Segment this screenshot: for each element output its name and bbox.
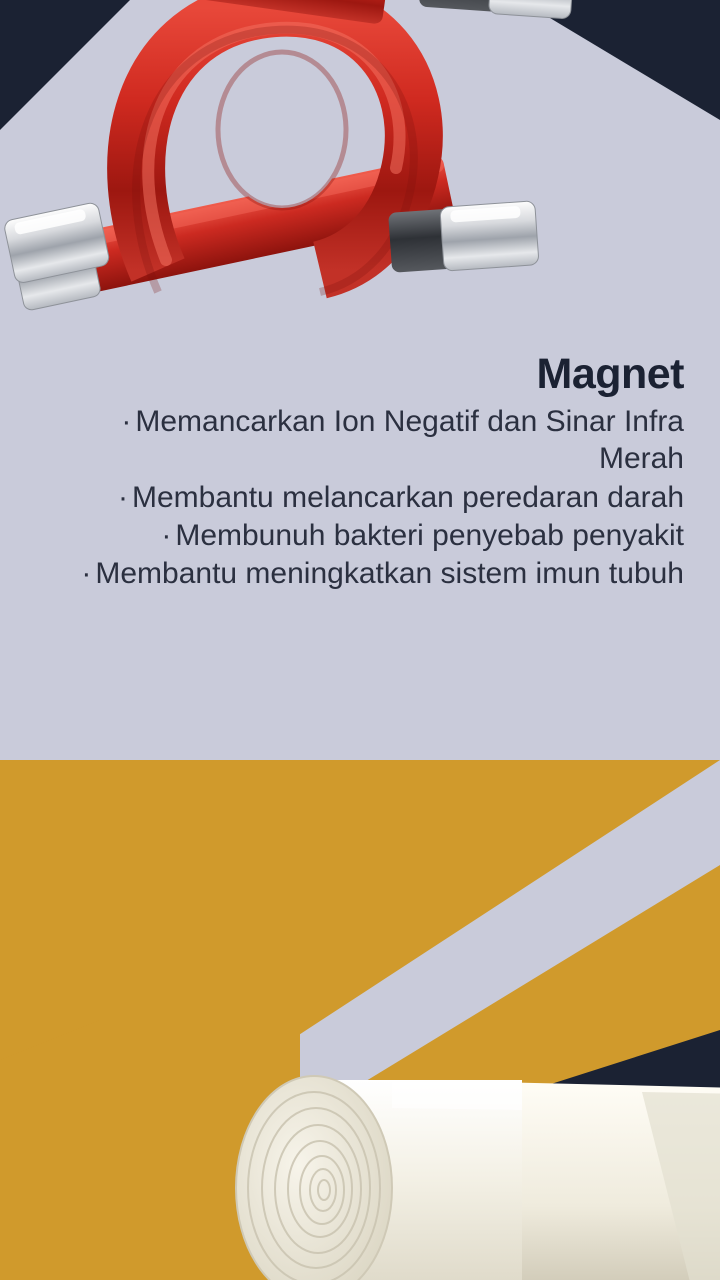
list-item [64, 517, 684, 554]
list-item [64, 403, 684, 477]
bullet-marker: · [81, 556, 92, 590]
text-content [64, 352, 684, 593]
list-item-label: Memancarkan Ion Negatif dan Sinar Infra Merah [135, 405, 684, 476]
list-item [64, 555, 684, 592]
page-title: Magnet [536, 350, 684, 398]
benefits-list [64, 403, 684, 592]
list-item [64, 479, 684, 516]
bullet-marker: · [118, 480, 128, 514]
list-item-label: Membantu melancarkan peredaran darah [132, 480, 684, 514]
list-item-label: Membunuh bakteri penyebab penyakit [175, 518, 684, 552]
bullet-marker: · [121, 405, 132, 439]
horseshoe-magnet-illustration [0, 0, 590, 330]
rolled-towel-illustration [222, 1040, 720, 1280]
list-item-label: Membantu meningkatkan sistem imun tubuh [95, 556, 684, 590]
bullet-marker: · [161, 518, 172, 552]
